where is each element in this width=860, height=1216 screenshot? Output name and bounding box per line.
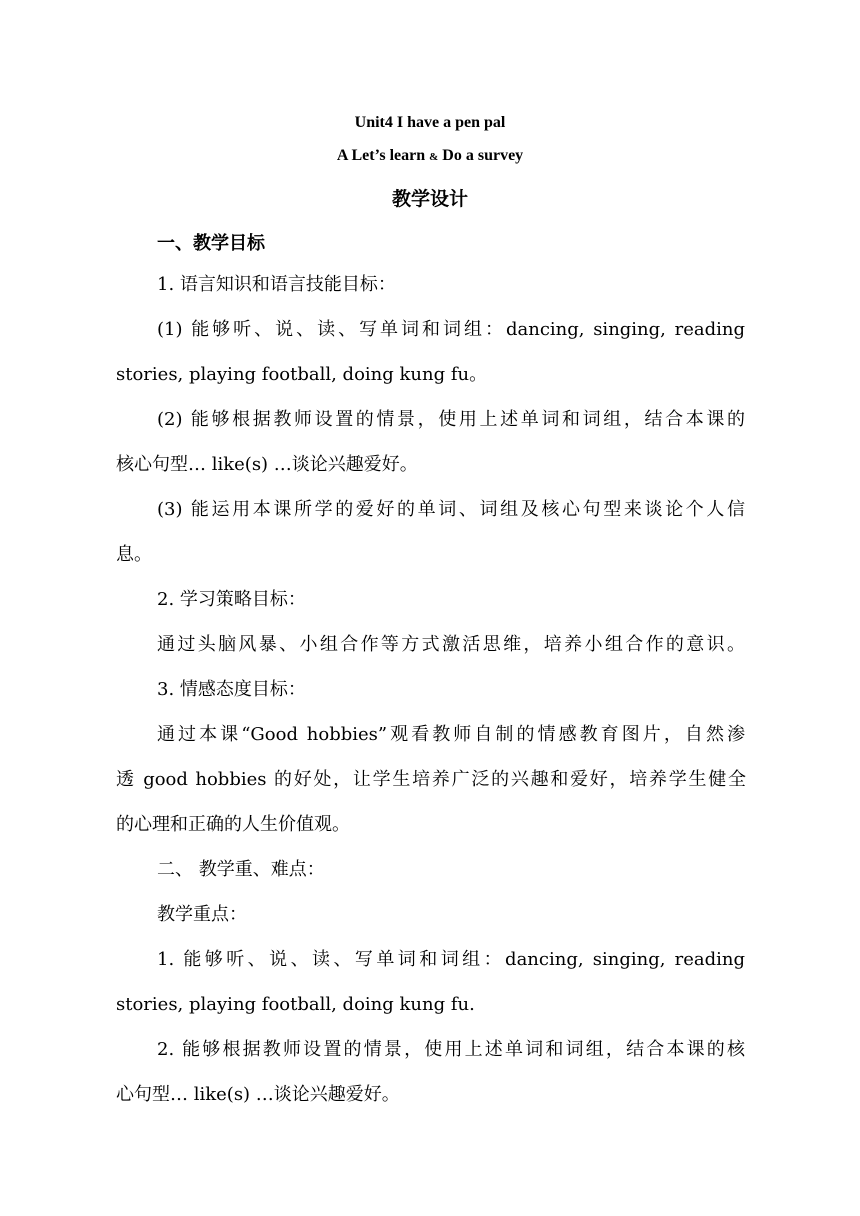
document-heading: 教学设计 xyxy=(391,188,468,210)
affective-goals-line-2: 透 good hobbies 的好处，让学生培养广泛的兴趣和爱好，培养学生健全 xyxy=(116,769,746,790)
objective-2-line-2: 核心句型… like(s) …谈论兴趣爱好。 xyxy=(116,454,418,475)
lesson-subtitle-ampersand: & xyxy=(429,151,439,163)
objective-2-line-1: (2) 能够根据教师设置的情景，使用上述单词和词组，结合本课的 xyxy=(157,409,745,430)
affective-goals-title: 3. 情感态度目标： xyxy=(157,679,306,700)
strategy-goals-title: 2. 学习策略目标： xyxy=(157,589,306,610)
strategy-goals-text: 通过头脑风暴、小组合作等方式激活思维，培养小组合作的意识。 xyxy=(157,634,745,655)
key-point-2-line-1: 2. 能够根据教师设置的情景，使用上述单词和词组，结合本课的核 xyxy=(157,1039,745,1060)
language-goals-title: 1. 语言知识和语言技能目标： xyxy=(157,274,396,295)
lesson-subtitle-suffix: Do a survey xyxy=(438,147,524,164)
affective-goals-line-3: 的心理和正确的人生价值观。 xyxy=(116,814,350,835)
section2-heading: 二、 教学重、难点： xyxy=(157,859,325,880)
key-point-1-line-2: stories, playing football, doing kung fu. xyxy=(116,994,475,1015)
key-points-title: 教学重点： xyxy=(157,904,247,925)
affective-goals-line-1: 通过本课“Good hobbies”观看教师自制的情感教育图片，自然渗 xyxy=(157,724,745,745)
section1-heading: 一、教学目标 xyxy=(157,233,265,254)
unit-title: Unit4 I have a pen pal xyxy=(354,114,506,131)
objective-1-line-1: (1) 能够听、说、读、写单词和词组：dancing, singing, reading xyxy=(157,319,745,340)
key-point-2-line-2: 心句型… like(s) …谈论兴趣爱好。 xyxy=(116,1084,400,1105)
lesson-subtitle-prefix: A Let’s learn xyxy=(336,147,430,164)
objective-3-line-1: (3) 能运用本课所学的爱好的单词、词组及核心句型来谈论个人信 xyxy=(157,499,745,520)
lesson-subtitle xyxy=(0,147,860,165)
key-point-1-line-1: 1. 能够听、说、读、写单词和词组：dancing, singing, reading xyxy=(157,949,745,970)
objective-1-line-2: stories, playing football, doing kung fu。 xyxy=(116,364,488,385)
objective-3-line-2: 息。 xyxy=(116,544,152,565)
